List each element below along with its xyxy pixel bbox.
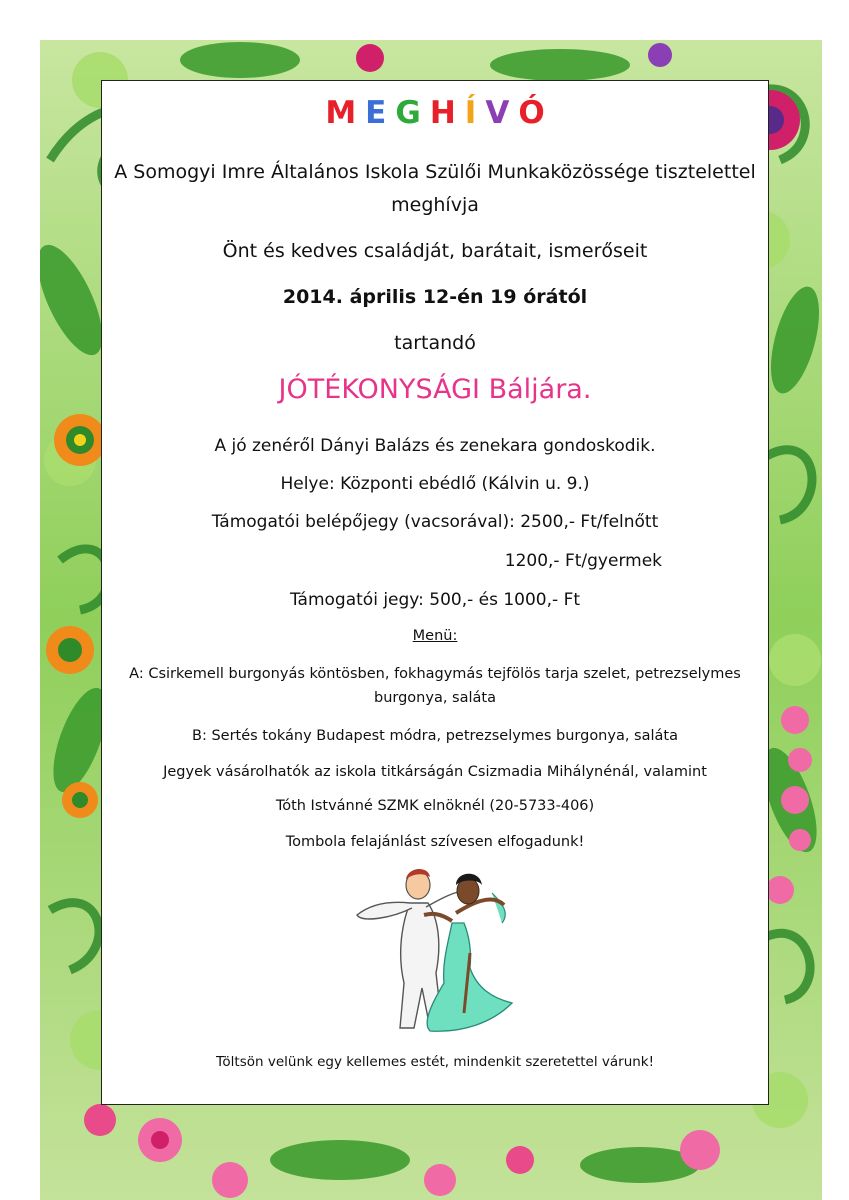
- closing-line: Töltsön velünk egy kellemes estét, mindenkit szeretettel várunk!: [215, 1054, 655, 1070]
- menu-heading: Menü:: [412, 628, 458, 644]
- invitation-card: [101, 80, 769, 1105]
- title-letter: E: [365, 95, 396, 131]
- invitation-title: [102, 95, 768, 131]
- event-name: JÓTÉKONYSÁGI Báljára.: [278, 374, 592, 405]
- intro-line-1: A Somogyi Imre Általános Iskola Szülői Munkaközössége tisztelettel: [114, 161, 756, 183]
- title-letter: Í: [464, 95, 486, 131]
- tickets-line-2: Tóth Istvánné SZMK elnöknél (20-5733-406): [275, 798, 595, 814]
- title-letter: H: [429, 95, 465, 131]
- ticket-adult: Támogatói belépőjegy (vacsorával): 2500,- Ft/felnőtt: [211, 512, 659, 532]
- guests-line: Önt és kedves családját, barátait, ismerőseit: [222, 240, 648, 262]
- menu-a-line-2: burgonya, saláta: [374, 690, 496, 706]
- support-ticket: Támogatói jegy: 500,- és 1000,- Ft: [289, 590, 581, 610]
- title-letter: G: [395, 95, 430, 131]
- event-date: 2014. április 12-én 19 órától: [282, 286, 588, 308]
- title-letter: M: [325, 95, 366, 131]
- intro-line-2: meghívja: [391, 194, 479, 216]
- music-line: A jó zenéről Dányi Balázs és zenekara gondoskodik.: [214, 436, 656, 456]
- title-letter: V: [485, 95, 519, 131]
- menu-a-line-1: A: Csirkemell burgonyás köntösben, fokhagymás tejfölös tarja szelet, petrezselymes: [129, 666, 741, 682]
- tickets-line-1: Jegyek vásárolhatók az iskola titkárságán Csizmadia Mihálynénál, valamint: [163, 764, 707, 780]
- title-letter: Ó: [518, 95, 545, 131]
- venue-line: Helye: Központi ebédlő (Kálvin u. 9.): [280, 474, 590, 494]
- menu-b: B: Sertés tokány Budapest módra, petrezselymes burgonya, saláta: [192, 728, 678, 744]
- held-line: tartandó: [394, 332, 476, 354]
- raffle-line: Tombola felajánlást szívesen elfogadunk!: [285, 834, 585, 850]
- dancing-couple-image: [352, 863, 522, 1035]
- ticket-child: 1200,- Ft/gyermek: [504, 551, 662, 571]
